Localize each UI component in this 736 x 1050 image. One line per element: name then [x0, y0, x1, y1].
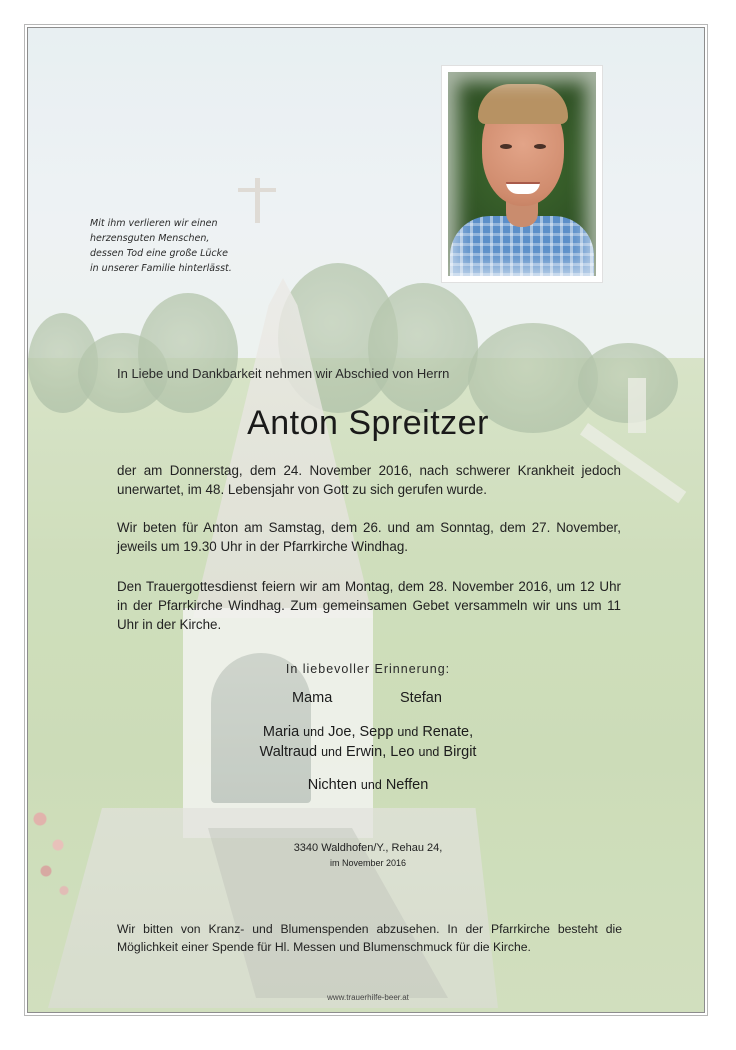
prayer-paragraph: Wir beten für Anton am Samstag, dem 26. und am Sonntag, dem 27. November, jeweils um 19.30 Uhr in der Pfarrkirche Windhag.	[117, 520, 621, 554]
donation-note: Wir bitten von Kranz- und Blumenspenden abzusehen. In der Pfarrkirche besteht die Möglichkeit einer Spende für Hl. Messen und Blumenschmuck für die Kirche.	[117, 922, 622, 954]
website-credit: www.trauerhilfe-beer.at	[327, 993, 409, 1002]
address-line: 3340 Waldhofen/Y., Rehau 24,	[293, 842, 443, 854]
quote-line: in unserer Familie hinterlässt.	[90, 263, 232, 274]
memory-heading: In liebevoller Erinnerung:	[285, 662, 451, 676]
memorial-quote	[90, 216, 310, 276]
death-notice-paragraph: der am Donnerstag, dem 24. November 2016, nach schwerer Krankheit jedoch unerwartet, im 48. Lebensjahr von Gott zu sich gerufen wurde.	[117, 463, 621, 497]
quote-line: dessen Tod eine große Lücke	[90, 248, 229, 259]
family-line-1: Maria und Joe, Sepp und Renate,	[262, 724, 474, 740]
portrait-photo	[442, 66, 602, 282]
deceased-name: Anton Spreitzer	[247, 404, 489, 442]
quote-line: herzensguten Menschen,	[90, 233, 210, 244]
family-stefan: Stefan	[400, 690, 442, 706]
quote-line: Mit ihm verlieren wir einen	[90, 218, 218, 229]
family-line-3: Nichten und Neffen	[307, 777, 429, 793]
family-mama: Mama	[292, 690, 333, 706]
funeral-service-paragraph: Den Trauergottesdienst feiern wir am Montag, dem 28. November 2016, um 12 Uhr in der Pfarrkirche Windhag. Zum gemeinsamen Gebet versammeln wir uns um 11 Uhr in der Kirche.	[117, 579, 621, 632]
date-line: im November 2016	[329, 858, 407, 868]
intro-text: In Liebe und Dankbarkeit nehmen wir Abschied von Herrn	[117, 366, 450, 381]
family-line-2: Waltraud und Erwin, Leo und Birgit	[259, 744, 477, 760]
